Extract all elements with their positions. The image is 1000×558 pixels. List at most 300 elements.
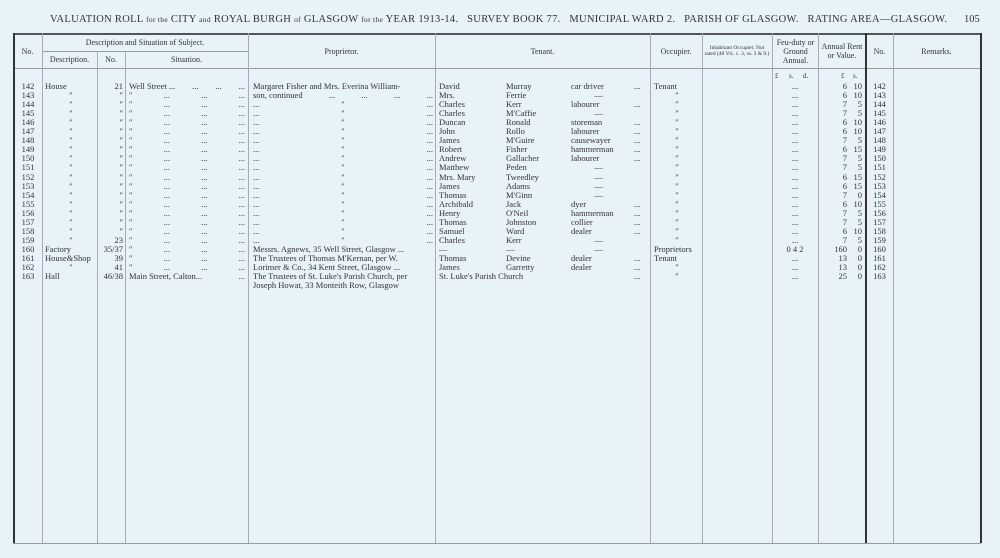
description: ″ bbox=[69, 126, 73, 137]
description: Factory bbox=[45, 243, 71, 254]
rent-shillings: 15 bbox=[853, 180, 862, 191]
situation-part: ... bbox=[238, 262, 245, 272]
proprietor-part: ... bbox=[426, 234, 433, 245]
rent-pounds: 7 bbox=[842, 153, 847, 164]
situation bbox=[129, 82, 245, 91]
rent-pounds: 160 bbox=[834, 243, 847, 254]
proprietor-part: ... bbox=[253, 126, 260, 137]
proprietor-part: ... bbox=[426, 135, 433, 146]
situation bbox=[129, 200, 245, 209]
proprietor-part: ″ bbox=[341, 126, 345, 137]
situation-part: ... bbox=[163, 262, 171, 272]
occupier: ″ bbox=[675, 126, 679, 137]
proprietor-part: ... bbox=[253, 234, 260, 245]
entry-number-right: 155 bbox=[873, 198, 886, 209]
entry-number-right: 158 bbox=[873, 225, 886, 236]
occupier: ″ bbox=[675, 271, 679, 282]
roll-entry-row bbox=[0, 236, 1000, 245]
proprietor-part: ... bbox=[426, 207, 433, 218]
entry-number: 163 bbox=[21, 271, 35, 282]
situation-part: ... bbox=[163, 189, 171, 200]
proprietor-part: ″ bbox=[341, 180, 345, 191]
tenant-surname: Johnston bbox=[506, 216, 537, 227]
pence-unit: d. bbox=[803, 72, 809, 80]
table-bottom-rule bbox=[13, 543, 981, 544]
proprietor-part: ″ bbox=[341, 207, 345, 218]
street-number: ″ bbox=[119, 99, 123, 110]
tenant-first-name: Archibald bbox=[439, 198, 473, 209]
tenant-occupation: causewayer bbox=[571, 135, 611, 146]
street-number: 23 bbox=[114, 234, 123, 245]
tenant-occupation: hammerman bbox=[571, 144, 614, 155]
situation bbox=[129, 218, 245, 227]
rent-pounds: 6 bbox=[842, 225, 847, 236]
situation bbox=[129, 100, 245, 109]
situation bbox=[129, 163, 245, 172]
rent-pounds: 7 bbox=[842, 135, 847, 146]
street-number: ″ bbox=[119, 207, 123, 218]
proprietor-part: ... bbox=[426, 99, 433, 110]
roll-entry-row bbox=[0, 182, 1000, 191]
entry-number-right: 161 bbox=[873, 252, 886, 263]
proprietor-part: ... bbox=[426, 198, 433, 209]
situation-part: ″ bbox=[129, 225, 133, 236]
proprietor-part: ... bbox=[253, 144, 260, 155]
proprietor-part: ″ bbox=[341, 198, 345, 209]
situation bbox=[129, 136, 245, 145]
tenant-dots: ... bbox=[634, 262, 641, 272]
tenant-surname: Kerr bbox=[506, 99, 522, 110]
rent-shillings: 5 bbox=[857, 207, 862, 218]
roll-entry-row bbox=[0, 272, 1000, 281]
tenant-surname: Garretty bbox=[506, 262, 535, 272]
entry-number-right: 152 bbox=[873, 171, 886, 182]
tenant-first-name: Thomas bbox=[439, 216, 467, 227]
tenant-first-name: James bbox=[439, 262, 460, 272]
currency-units-row bbox=[0, 72, 1000, 81]
proprietor-part: ... bbox=[426, 216, 433, 227]
proprietor-part: ... bbox=[426, 189, 433, 200]
street-number: ″ bbox=[119, 162, 123, 173]
street-number: ″ bbox=[119, 216, 123, 227]
roll-entry-row bbox=[0, 173, 1000, 182]
roll-entry-row bbox=[0, 163, 1000, 172]
feu-duty: ... bbox=[791, 225, 799, 236]
rent-pounds: 25 bbox=[838, 271, 847, 282]
header-annual-rent: Annual Rent or Value. bbox=[821, 42, 863, 60]
feu-duty: ... bbox=[791, 153, 799, 164]
tenant-dots: ... bbox=[634, 117, 641, 128]
rent-pounds: 7 bbox=[842, 162, 847, 173]
tenant-occupation: — bbox=[594, 162, 603, 173]
description: ″ bbox=[69, 108, 73, 119]
proprietor-part: ... bbox=[426, 225, 433, 236]
description: ″ bbox=[69, 90, 73, 101]
situation-part: ... bbox=[201, 117, 208, 128]
situation-part: ... bbox=[201, 180, 208, 191]
header-inhabitant-occupier: Inhabitant Occupier. Not rated (48 Vic. c. 3, ss. 3 & 9.) bbox=[704, 45, 770, 57]
rent-pounds: 7 bbox=[842, 234, 847, 245]
tenant-dots: ... bbox=[634, 135, 641, 146]
rent-pounds: 13 bbox=[838, 262, 847, 272]
entry-number: 147 bbox=[21, 126, 35, 137]
roll-entry-row bbox=[0, 218, 1000, 227]
tenant-surname: Jack bbox=[506, 198, 522, 209]
description: ″ bbox=[69, 135, 73, 146]
roll-entry-row bbox=[0, 245, 1000, 254]
situation-part: ... bbox=[238, 99, 245, 110]
page-title: VALUATION ROLL for the CITY and ROYAL BURGH of GLASGOW for the YEAR 1913-14. SURVEY BOOK 77. MUNICIPAL WARD 2. PARISH OF GLASGOW. RATING AREA—GLASGOW. bbox=[50, 14, 948, 25]
occupier: ″ bbox=[675, 207, 679, 218]
proprietor-part: Margaret Fisher and Mrs. Everina William- bbox=[253, 81, 401, 91]
roll-entry-row bbox=[0, 281, 1000, 290]
proprietor-part: ... bbox=[253, 180, 260, 191]
entry-number-right: 145 bbox=[873, 108, 886, 119]
situation-part: ″ bbox=[129, 117, 133, 128]
occupier: ″ bbox=[675, 180, 679, 191]
situation-part: ″ bbox=[129, 252, 133, 263]
header-proprietor: Proprietor. bbox=[324, 46, 359, 56]
tenant-occupation: — bbox=[594, 180, 603, 191]
tenant-surname: Peden bbox=[506, 162, 527, 173]
tenant-dots: ... bbox=[634, 225, 641, 236]
tenant-occupation: dealer bbox=[571, 252, 592, 263]
entry-number-right: 157 bbox=[873, 216, 886, 227]
proprietor-part: ... bbox=[426, 162, 433, 173]
rent-pounds: 6 bbox=[842, 126, 847, 137]
situation-part: ″ bbox=[129, 90, 133, 101]
proprietor-part: ... bbox=[253, 162, 260, 173]
description: ″ bbox=[69, 225, 73, 236]
tenant-first-name: Robert bbox=[439, 144, 463, 155]
rent-shillings: 0 bbox=[857, 262, 862, 272]
tenant-dots: ... bbox=[634, 198, 641, 209]
tenant-first-name: Mrs. bbox=[439, 90, 455, 101]
situation-part: ... bbox=[238, 90, 245, 101]
roll-entry-row bbox=[0, 118, 1000, 127]
situation-part: ... bbox=[163, 135, 171, 146]
situation-part: ″ bbox=[129, 144, 133, 155]
rent-shillings: 0 bbox=[857, 243, 862, 254]
street-number: ″ bbox=[119, 117, 123, 128]
tenant-surname: — bbox=[506, 243, 515, 254]
tenant-first-name: Duncan bbox=[439, 117, 466, 128]
proprietor-part: ″ bbox=[341, 225, 345, 236]
situation-part: ... bbox=[238, 252, 245, 263]
situation-part: ... bbox=[163, 117, 171, 128]
entry-number-right: 148 bbox=[873, 135, 886, 146]
proprietor-part: ... bbox=[253, 99, 260, 110]
proprietor-part: ... bbox=[253, 225, 260, 236]
tenant-dots: ... bbox=[634, 216, 641, 227]
street-number: ″ bbox=[119, 225, 123, 236]
rent-shillings: 5 bbox=[857, 234, 862, 245]
feu-duty: ... bbox=[791, 252, 799, 263]
rent-pounds: 6 bbox=[842, 81, 847, 91]
entry-number-right: 160 bbox=[873, 243, 886, 254]
roll-entry-row bbox=[0, 82, 1000, 91]
situation-part: ″ bbox=[129, 162, 133, 173]
roll-entry-row bbox=[0, 254, 1000, 263]
situation-part: ... bbox=[201, 243, 208, 254]
rent-pounds: 7 bbox=[842, 216, 847, 227]
feu-duty: 0 4 2 bbox=[786, 243, 804, 254]
tenant-surname: Rollo bbox=[506, 126, 525, 137]
situation-part: ... bbox=[163, 162, 171, 173]
situation-part: ... bbox=[238, 117, 245, 128]
proprietor-part: ... bbox=[361, 90, 368, 101]
situation bbox=[129, 182, 245, 191]
tenant-first-name: Henry bbox=[439, 207, 461, 218]
situation-part: ... bbox=[201, 234, 208, 245]
entry-number: 154 bbox=[21, 189, 35, 200]
description: ″ bbox=[69, 262, 73, 272]
header-tenant: Tenant. bbox=[530, 46, 555, 56]
proprietor-part: ″ bbox=[341, 162, 345, 173]
entry-number-right: 144 bbox=[873, 99, 886, 110]
roll-entry-row bbox=[0, 127, 1000, 136]
feu-duty: ... bbox=[791, 135, 799, 146]
entry-number-right: 143 bbox=[873, 90, 886, 101]
situation-part: ... bbox=[163, 207, 171, 218]
proprietor-part: ″ bbox=[341, 189, 345, 200]
situation-part: ... bbox=[238, 126, 245, 137]
situation-part: ″ bbox=[129, 207, 133, 218]
proprietor-part: ... bbox=[328, 90, 336, 101]
rent-pounds: 7 bbox=[842, 207, 847, 218]
rent-pounds: 7 bbox=[842, 99, 847, 110]
pound-unit: £ bbox=[775, 72, 779, 80]
occupier: ″ bbox=[675, 135, 679, 146]
header-description-group: Description and Situation of Subject. bbox=[85, 38, 205, 47]
situation bbox=[129, 245, 245, 254]
situation-part: ... bbox=[201, 162, 208, 173]
tenant-occupation: — bbox=[594, 189, 603, 200]
feu-duty: ... bbox=[791, 189, 799, 200]
situation-part: ... bbox=[238, 180, 245, 191]
situation-part: ... bbox=[163, 216, 171, 227]
tenant-dots: ... bbox=[634, 207, 641, 218]
entry-number-right: 146 bbox=[873, 117, 886, 128]
situation-part: ″ bbox=[129, 180, 133, 191]
description: ″ bbox=[69, 234, 73, 245]
tenant-occupation: — bbox=[594, 108, 603, 119]
entry-number: 156 bbox=[21, 207, 35, 218]
situation bbox=[129, 236, 245, 245]
roll-entry-row bbox=[0, 209, 1000, 218]
shilling-unit: s. bbox=[853, 72, 858, 80]
tenant-dots: ... bbox=[634, 126, 641, 137]
roll-entry-row bbox=[0, 91, 1000, 100]
situation-part: ... bbox=[215, 81, 222, 91]
street-number: 46/38 bbox=[103, 271, 123, 282]
entry-number: 153 bbox=[21, 180, 35, 191]
proprietor bbox=[253, 281, 433, 290]
situation-part: ... bbox=[238, 81, 245, 91]
header-no: No. bbox=[21, 46, 34, 56]
rent-pounds: 6 bbox=[842, 144, 847, 155]
entry-number: 148 bbox=[21, 135, 35, 146]
occupier: ″ bbox=[675, 234, 679, 245]
rent-pounds: 13 bbox=[838, 252, 847, 263]
situation bbox=[129, 118, 245, 127]
situation bbox=[129, 127, 245, 136]
rent-shillings: 0 bbox=[857, 252, 862, 263]
occupier: ″ bbox=[675, 262, 679, 272]
street-number: ″ bbox=[119, 135, 123, 146]
situation-part: ... bbox=[201, 108, 208, 119]
description: ″ bbox=[69, 198, 73, 209]
situation-part: ... bbox=[238, 216, 245, 227]
entry-number: 142 bbox=[21, 81, 35, 91]
street-number: ″ bbox=[119, 198, 123, 209]
proprietor-part: ... bbox=[426, 171, 433, 182]
occupier: ″ bbox=[675, 144, 679, 155]
rent-shillings: 5 bbox=[857, 99, 862, 110]
situation-part: ... bbox=[201, 207, 208, 218]
proprietor-part: The Trustees of St. Luke's Parish Church, per bbox=[253, 271, 408, 282]
tenant-occupation: hammerman bbox=[571, 207, 614, 218]
description: House&Shop bbox=[45, 252, 91, 263]
situation-part: ″ bbox=[129, 153, 133, 164]
rent-pounds: 6 bbox=[842, 180, 847, 191]
situation-part: ″ bbox=[129, 243, 133, 254]
occupier: ″ bbox=[675, 216, 679, 227]
proprietor-part: The Trustees of Thomas M'Kernan, per W. bbox=[253, 252, 398, 263]
tenant-occupation: storeman bbox=[571, 117, 603, 128]
feu-duty: ... bbox=[791, 126, 799, 137]
description: Hall bbox=[45, 271, 60, 282]
situation bbox=[129, 145, 245, 154]
feu-duty: ... bbox=[791, 271, 799, 282]
situation-part: ... bbox=[192, 81, 199, 91]
header-number: No. bbox=[105, 55, 117, 64]
tenant-occupation: collier bbox=[571, 216, 593, 227]
tenant-surname: Devine bbox=[506, 252, 531, 263]
situation bbox=[129, 154, 245, 163]
header-occupier: Occupier. bbox=[660, 46, 692, 56]
occupier: ″ bbox=[675, 162, 679, 173]
rent-shillings: 5 bbox=[857, 135, 862, 146]
entry-number-right: 154 bbox=[873, 189, 886, 200]
situation-part: ... bbox=[238, 234, 245, 245]
header-rule bbox=[13, 68, 981, 69]
rent-pounds: 6 bbox=[842, 171, 847, 182]
situation bbox=[129, 109, 245, 118]
tenant-occupation: car driver bbox=[571, 81, 604, 91]
situation-part: ″ bbox=[129, 108, 133, 119]
situation-part: ... bbox=[238, 162, 245, 173]
situation bbox=[129, 272, 245, 281]
entry-number-right: 153 bbox=[873, 180, 886, 191]
situation-part: ... bbox=[201, 90, 208, 101]
situation-part: ... bbox=[238, 189, 245, 200]
proprietor-part: ... bbox=[253, 216, 260, 227]
proprietor-part: ... bbox=[253, 207, 260, 218]
situation-part: ... bbox=[201, 99, 208, 110]
roll-entry-row bbox=[0, 100, 1000, 109]
rent-pounds: 7 bbox=[842, 108, 847, 119]
tenant-occupation: dealer bbox=[571, 262, 592, 272]
proprietor-part: ... bbox=[253, 108, 260, 119]
situation-part: ... bbox=[163, 90, 171, 101]
situation-part: ... bbox=[201, 252, 208, 263]
roll-entry-row bbox=[0, 227, 1000, 236]
occupier: ″ bbox=[675, 90, 679, 101]
situation-part: ... bbox=[238, 153, 245, 164]
proprietor-part: ... bbox=[426, 108, 433, 119]
situation-part: ″ bbox=[129, 262, 133, 272]
situation-part: Main Street, Calton... bbox=[129, 271, 203, 282]
entry-number: 151 bbox=[21, 162, 35, 173]
roll-entry-row bbox=[0, 191, 1000, 200]
entry-number-right: 147 bbox=[873, 126, 886, 137]
tenant-occupation: labourer bbox=[571, 153, 600, 164]
entry-number: 144 bbox=[21, 99, 35, 110]
situation-part: ... bbox=[163, 171, 171, 182]
situation-part: ... bbox=[163, 180, 171, 191]
situation bbox=[129, 209, 245, 218]
situation-part: ... bbox=[201, 126, 208, 137]
situation-part: ... bbox=[163, 252, 171, 263]
shilling-unit: s. bbox=[789, 72, 794, 80]
proprietor-part: ... bbox=[253, 153, 260, 164]
occupier: ″ bbox=[675, 225, 679, 236]
tenant-occupation: labourer bbox=[571, 99, 600, 110]
header-situation: Situation. bbox=[171, 55, 202, 64]
situation-part: ... bbox=[238, 271, 245, 282]
rent-pounds: 6 bbox=[842, 90, 847, 101]
feu-duty: ... bbox=[791, 144, 799, 155]
rent-shillings: 15 bbox=[853, 144, 862, 155]
tenant-first-name: David bbox=[439, 81, 460, 91]
feu-duty: ... bbox=[791, 216, 799, 227]
occupier: ″ bbox=[675, 198, 679, 209]
occupier: ″ bbox=[675, 108, 679, 119]
rent-shillings: 0 bbox=[857, 189, 862, 200]
situation-part: ... bbox=[238, 171, 245, 182]
proprietor-part: ... bbox=[426, 117, 433, 128]
entry-number: 145 bbox=[21, 108, 35, 119]
street-number: 35/37 bbox=[103, 243, 123, 254]
tenant-surname: Ronald bbox=[506, 117, 531, 128]
tenant-surname: M'Caffie bbox=[506, 108, 537, 119]
feu-duty: ... bbox=[791, 81, 799, 91]
pound-unit: £ bbox=[841, 72, 845, 80]
entry-number: 157 bbox=[21, 216, 35, 227]
tenant-dots: ... bbox=[634, 99, 641, 110]
tenant-surname: Murray bbox=[506, 81, 532, 91]
occupier: Tenant bbox=[654, 252, 678, 263]
feu-duty: ... bbox=[791, 171, 799, 182]
occupier: Tenant bbox=[654, 81, 678, 91]
situation bbox=[129, 173, 245, 182]
entry-number-right: 156 bbox=[873, 207, 886, 218]
entry-number: 152 bbox=[21, 171, 35, 182]
situation bbox=[129, 227, 245, 236]
proprietor-part: ... bbox=[253, 198, 260, 209]
description: House bbox=[45, 81, 67, 91]
tenant-dots: ... bbox=[634, 153, 641, 164]
tenant-dots: ... bbox=[634, 271, 641, 282]
tenant-surname: Adams bbox=[506, 180, 531, 191]
proprietor-part: Messrs. Agnews, 35 Well Street, Glasgow ... bbox=[253, 243, 405, 254]
situation-part: Well Street ... bbox=[129, 81, 176, 91]
header-no-right: No. bbox=[873, 46, 886, 56]
tenant-first-name: Charles bbox=[439, 108, 465, 119]
situation-part: ... bbox=[238, 144, 245, 155]
tenant-occupation: dyer bbox=[571, 198, 587, 209]
